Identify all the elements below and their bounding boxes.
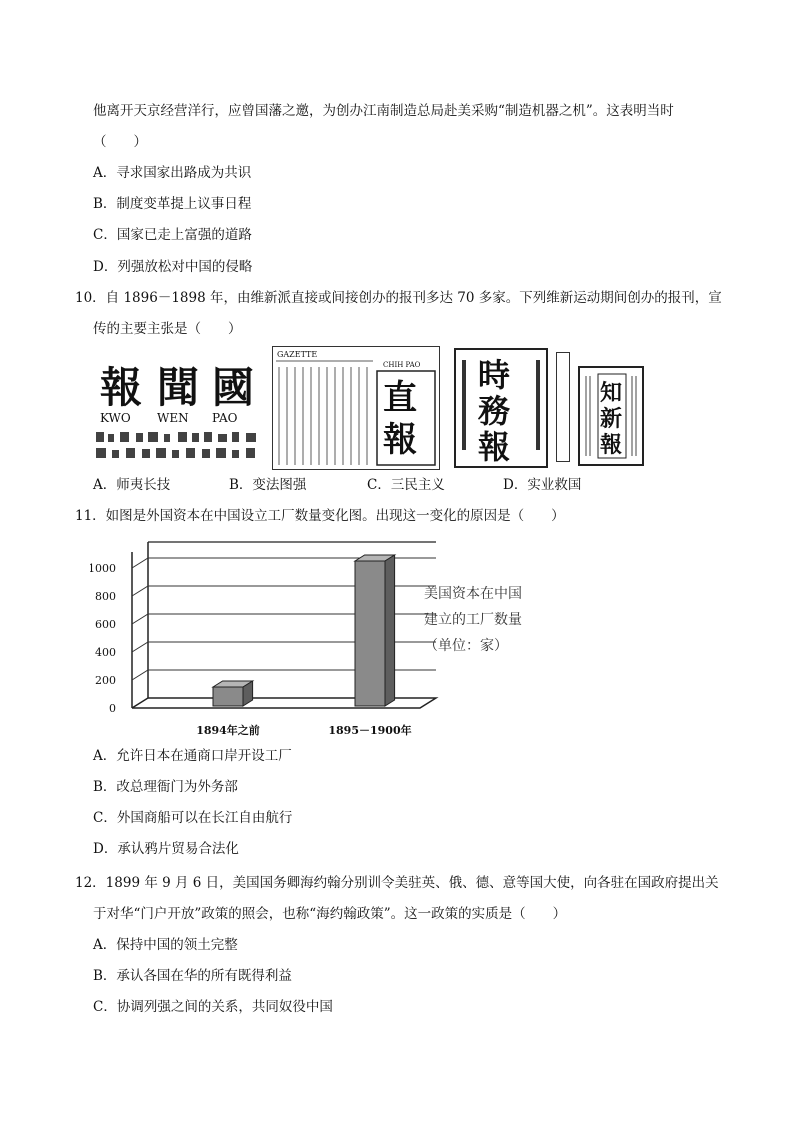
chart-bar [355,561,385,706]
chart-y-tick-label: 1000 [90,562,116,575]
q10-stem-line1: 10．自 1896－1898 年，由维新派直接或间接创办的报刊多达 70 多家。下列维新运动期间创办的报刊，宣 [75,290,722,306]
chart-bar-side [385,555,395,706]
q10-option-b: B．变法图强 [229,477,307,493]
chart-y-tick-label: 0 [109,702,116,715]
q11-option-d: D．承认鸦片贸易合法化 [93,841,239,857]
guowen-roman-text: WEN [157,411,189,425]
guowen-title-char: 報 [100,363,143,412]
q11-option-a: A．允许日本在通商口岸开设工厂 [93,748,292,764]
q11-stem-line: 11．如图是外国资本在中国设立工厂数量变化图。出现这一变化的原因是（ ） [75,508,565,524]
q12-stem-line1: 12．1899 年 9 月 6 日，美国国务卿海约翰分别训令美驻英、俄、德、意等国大使，向各驻在国政府提出关 [75,875,719,891]
q11-option-b: B．改总理衙门为外务部 [93,779,238,795]
guowen-roman-text: PAO [212,411,238,425]
guowen-title-char: 聞 [157,363,200,412]
q10-option-d: D．实业救国 [503,477,582,493]
zhixin-title-char: 新 [600,406,623,432]
zhibao-roman-text: CHIH PAO [383,361,421,369]
chart-legend-text: （单位：家） [424,638,508,654]
q9-option-b: B．制度变革提上议事日程 [93,196,252,212]
chart-legend-text: 美国资本在中国 [424,586,522,602]
q12-option-b: B．承认各国在华的所有既得利益 [93,968,292,984]
q10-option-a: A．师夷长技 [93,477,171,493]
q12-option-a: A．保持中国的领土完整 [93,937,238,953]
zhixin-title-char: 報 [600,432,623,458]
q9-option-d: D．列强放松对中国的侵略 [93,259,253,275]
q9-answer-paren: （ ） [93,134,147,150]
q10-stem-line2: 传的主要主张是（ ） [93,321,242,337]
guowen-roman-text: KWO [100,411,131,425]
chart-y-tick-label: 400 [95,646,116,659]
zhixin-newspaper-image [578,366,644,466]
chart-category-label: 1895－1900年 [328,724,412,737]
chart-y-tick-label: 600 [95,618,116,631]
shiwu-title-char: 時 [478,356,511,394]
q11-option-c: C．外国商船可以在长江自由航行 [93,810,293,826]
guowen-title-char: 國 [212,363,255,412]
q10-options-row [93,476,713,494]
q12-option-c: C．协调列强之间的关系，共同奴役中国 [93,999,333,1015]
q9-option-c: C．国家已走上富强的道路 [93,227,252,243]
q10-option-c: C．三民主义 [367,477,445,493]
chart-legend-text: 建立的工厂数量 [424,612,522,628]
shiwu-title-char: 報 [478,428,511,466]
factory-bar-chart [90,536,540,745]
zhibao-title-char: 直 [383,378,417,418]
guowen-newspaper-image [92,350,267,468]
shiwu-title-char: 務 [478,392,511,430]
chart-bar [213,687,243,706]
zhibao-newspaper-image [272,346,440,470]
zhixin-title-char: 知 [600,380,623,406]
q9-stem-line: 他离开天京经营洋行，应曾国藩之邀，为创办江南制造总局赴美采购“制造机器之机”。这表明当时 [93,103,674,119]
shiwu-newspaper-image [454,348,548,468]
chart-category-label: 1894年之前 [196,724,260,737]
chart-y-tick-label: 800 [95,590,116,603]
zhixin-spine-image [556,352,570,462]
q9-option-a: A．寻求国家出路成为共识 [93,165,252,181]
zhibao-title-char: 報 [383,420,417,460]
q12-stem-line2: 于对华“门户开放”政策的照会，也称“海约翰政策”。这一政策的实质是（ ） [93,906,567,922]
zhibao-header-text: GAZETTE [277,350,318,359]
chart-y-tick-label: 200 [95,674,116,687]
